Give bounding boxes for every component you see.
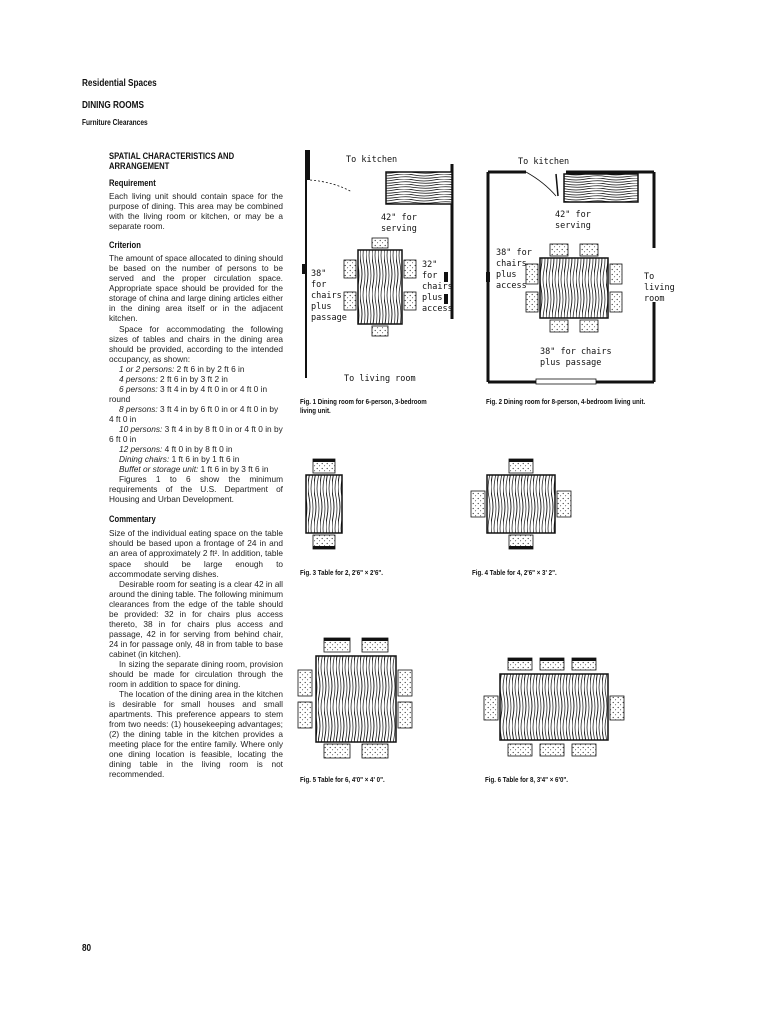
fig1-diagram — [294, 144, 464, 384]
commentary-p4: The location of the dining area in the kitchen is desirable for small houses and small apartments. This preference appears to stem from two needs: (1) housekeeping advantages; (2) the dining table in the kitchen provides a meeting place for the entire family. Where only one dining location is feasible, locating the dining table in the living room is not recommended. — [109, 689, 283, 780]
fig2-bottom-1: 38" for chairs — [540, 347, 612, 357]
fig1-left-4: plus — [311, 302, 332, 312]
fig1-right-1: 32" — [422, 260, 438, 270]
fig2-caption: Fig. 2 Dining room for 8-person, 4-bedroom living unit. — [486, 397, 646, 406]
fig2-to-kitchen: To kitchen — [518, 157, 570, 167]
requirement-body: Each living unit should contain space for the purpose of dining. This area may be combined with the living room or kitchen, or may be a separate room. — [109, 191, 283, 232]
fig5-diagram — [294, 636, 424, 766]
fig1-caption-2: living unit. — [300, 406, 331, 415]
page-number: 80 — [82, 943, 92, 954]
fig3-caption: Fig. 3 Table for 2, 2'6" × 2'6". — [300, 568, 383, 577]
text-column — [109, 151, 283, 780]
page-title: DINING ROOMS — [82, 100, 144, 111]
fig2-left-1: 38" for — [496, 248, 532, 258]
figures-note: Figures 1 to 6 show the minimum requirements of the U.S. Department of Housing and Urban Development. — [109, 474, 283, 505]
list-item: 8 persons: 3 ft 4 in by 6 ft 0 in or 4 ft 0 in by 4 ft 0 in — [109, 403, 279, 424]
fig2-right-3: room — [644, 294, 665, 304]
list-item: Dining chairs: 1 ft 6 in by 1 ft 6 in — [119, 454, 240, 465]
fig2-right-2: living — [644, 283, 675, 293]
list-item: 6 persons: 3 ft 4 in by 4 ft 0 in or 4 ft 0 in round — [109, 383, 268, 404]
commentary-p2: Desirable room for seating is a clear 42 in all around the dining table. The following minimum clearances from the edge of the table should be provided: 32 in for chairs plus access thereto, 38 in for chairs plus access and passage, 42 in for serving from behind chair, 24 in for passage only, 48 in from table to base cabinet (in kitchen). — [109, 578, 283, 659]
main-heading-line1: SPATIAL CHARACTERISTICS AND — [109, 151, 235, 161]
fig1-left-2: for — [311, 280, 327, 290]
fig2-serving-2: serving — [555, 221, 591, 231]
fig1-right-3: chairs — [422, 282, 453, 292]
fig6-diagram — [482, 656, 632, 766]
fig1-to-kitchen: To kitchen — [346, 155, 398, 165]
fig1-right-5: access — [422, 304, 453, 314]
criterion-heading: Criterion — [109, 240, 141, 251]
commentary-p1: Size of the individual eating space on the table should be based upon a frontage of 24 in and an area of approximately 2 ft². In addition, table space should be large enough to accommodate serving dishes. — [109, 528, 283, 579]
fig1-caption: Fig. 1 Dining room for 6-person, 3-bedroom — [300, 397, 427, 406]
list-item: 10 persons: 3 ft 4 in by 8 ft 0 in or 4 ft 0 in by 6 ft 0 in — [109, 423, 283, 445]
fig1-left-1: 38" — [311, 269, 327, 279]
commentary-heading: Commentary — [109, 514, 156, 525]
fig2-left-4: access — [496, 281, 527, 291]
list-item: 4 persons: 2 ft 6 in by 3 ft 2 in — [119, 373, 228, 384]
fig1-serving-1: 42" for — [381, 213, 417, 223]
fig1-serving-2: serving — [381, 224, 417, 234]
list-item: 12 persons: 4 ft 0 in by 8 ft 0 in — [119, 444, 233, 455]
list-item: Buffet or storage unit: 1 ft 6 in by 3 ft 6 in — [119, 464, 269, 475]
fig2-left-3: plus — [496, 270, 517, 280]
fig4-caption: Fig. 4 Table for 4, 2'6" × 3' 2". — [472, 568, 557, 577]
fig1-right-2: for — [422, 271, 438, 281]
fig4-diagram — [467, 457, 577, 557]
requirement-heading: Requirement — [109, 178, 156, 188]
fig5-caption: Fig. 5 Table for 6, 4'0" × 4' 0". — [300, 775, 385, 784]
page-subtitle: Furniture Clearances — [82, 118, 148, 127]
fig1-to-living: To living room — [344, 374, 416, 384]
fig2-bottom-2: plus passage — [540, 358, 602, 368]
fig2-right-1: To — [644, 272, 655, 282]
criterion-body-2: Space for accommodating the following sizes of tables and chairs in the dining area should be provided, according to the intended occupancy, as shown: — [109, 323, 283, 364]
section-header: Residential Spaces — [82, 78, 157, 89]
fig6-caption: Fig. 6 Table for 8, 3'4" × 6'0". — [485, 775, 568, 784]
fig1-left-3: chairs — [311, 291, 342, 301]
fig2-serving-1: 42" for — [555, 210, 591, 220]
list-item: 1 or 2 persons: 2 ft 6 in by 2 ft 6 in — [119, 363, 245, 374]
fig2-left-2: chairs — [496, 259, 527, 269]
main-heading-line2: ARRANGEMENT — [109, 161, 170, 171]
fig1-right-4: plus — [422, 293, 443, 303]
commentary-p3: In sizing the separate dining room, provision should be made for circulation through the room in addition to space for dining. — [109, 658, 283, 690]
size-list — [109, 364, 283, 475]
fig3-diagram — [296, 457, 366, 557]
criterion-body: The amount of space allocated to dining should be based on the number of persons to be served and the proper circulation space. Appropriate space should be provided for the storage of china and large dining articles either in the dining area itself or in the adjacent kitchen. — [109, 253, 283, 324]
fig1-left-5: passage — [311, 313, 347, 323]
